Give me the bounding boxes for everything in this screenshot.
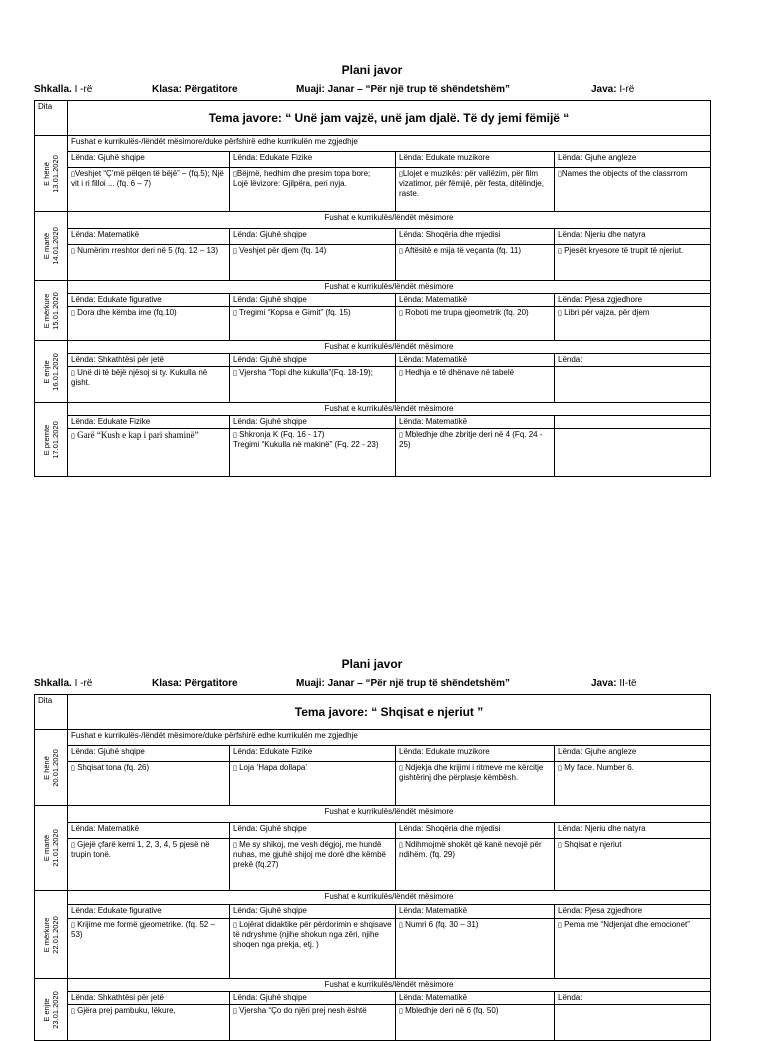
bullet-glyph: ▯ <box>71 764 75 772</box>
shkalla-value: I -rë <box>74 84 93 95</box>
bullet-glyph: ▯ <box>558 170 562 178</box>
day-name: E premte <box>42 424 51 455</box>
bullet-glyph: ▯ <box>399 431 403 439</box>
fushat-row: Fushat e kurrikulës/lëndët mësimore <box>68 806 711 823</box>
content-cell <box>68 245 230 281</box>
content-cell <box>396 307 555 341</box>
plan-table <box>34 100 711 477</box>
bullet-glyph: ▯ <box>399 764 403 772</box>
content-cell <box>68 839 230 891</box>
content-cell <box>555 919 711 979</box>
lenda-cell: Lënda: Gjuhe angleze <box>555 152 711 168</box>
day-row <box>35 403 711 416</box>
content-row <box>35 245 711 281</box>
content-row <box>35 1005 711 1041</box>
content-cell <box>230 919 396 979</box>
content-text: Numërim rreshtor deri në 5 (fq. 12 – 13) <box>77 246 219 255</box>
bullet-glyph: ▯ <box>233 431 237 439</box>
lenda-cell: Lënda: Gjuhë shqipe <box>230 822 396 839</box>
java <box>591 84 634 95</box>
bullet-glyph: ▯ <box>558 841 562 849</box>
content-cell <box>555 1005 711 1041</box>
content-text: Veshjet për djem (fq. 14) <box>239 246 327 255</box>
bullet-glyph: ▯ <box>399 247 403 255</box>
day-cell <box>35 212 68 281</box>
content-text: Vjersha “Topi dhe kukulla”(Fq. 18-19); <box>239 368 373 377</box>
lenda-cell: Lënda: Edukate figurative <box>68 294 230 307</box>
bullet-glyph: ▯ <box>71 432 75 440</box>
shkalla-value: I -rë <box>74 678 93 689</box>
day-date: 20.01.2020 <box>51 748 60 787</box>
content-cell <box>396 919 555 979</box>
header-row <box>35 101 711 136</box>
weekly-plan-1 <box>34 60 710 477</box>
bullet-glyph: ▯ <box>399 369 403 377</box>
content-text: Shqisat tona (fq. 26) <box>77 763 150 772</box>
tema-javore: Tema javore: “ Shqisat e njeriut ” <box>68 695 711 730</box>
day-row <box>35 136 711 152</box>
content-cell <box>68 367 230 403</box>
bullet-glyph: ▯ <box>558 764 562 772</box>
day-cell <box>35 730 68 806</box>
plan-meta <box>34 80 710 98</box>
day-row <box>35 281 711 294</box>
plan-meta <box>34 674 710 692</box>
lenda-cell: Lënda: Matematikë <box>396 294 555 307</box>
content-cell <box>396 1005 555 1041</box>
content-cell <box>230 429 396 477</box>
content-cell <box>396 839 555 891</box>
java <box>591 678 637 689</box>
content-cell <box>555 367 711 403</box>
content-cell <box>555 839 711 891</box>
lenda-row <box>35 992 711 1005</box>
klasa-value: Përgatitore <box>184 678 238 689</box>
content-text: Shkronja K (Fq. 16 - 17) Tregimi “Kukulla në makinë” (Fq. 22 - 23) <box>233 430 379 449</box>
content-text: Mbledhje deri në 6 (fq. 50) <box>405 1006 499 1015</box>
content-text: Bëjmë, hedhim dhe presim topa bore; Lojë lëvizore: Gjilpëra, peri nyja. <box>233 169 371 188</box>
day-name: E hënë <box>42 161 51 186</box>
content-text: Shqisat e njeriut <box>564 840 622 849</box>
java-label: Java: <box>591 678 617 689</box>
shkalla <box>34 678 92 689</box>
bullet-glyph: ▯ <box>399 841 403 849</box>
bullet-glyph: ▯ <box>233 369 237 377</box>
muaji <box>296 678 510 689</box>
day-name: E hënë <box>42 755 51 780</box>
bullet-glyph: ▯ <box>233 247 237 255</box>
lenda-cell: Lënda: Matematikë <box>68 228 230 245</box>
content-row <box>35 429 711 477</box>
day-cell <box>35 891 68 979</box>
lenda-cell: Lënda: Matematikë <box>396 416 555 429</box>
lenda-cell <box>555 416 711 429</box>
plan-table <box>34 694 711 1041</box>
lenda-cell: Lënda: Matematikë <box>68 822 230 839</box>
lenda-cell: Lënda: Gjuhë shqipe <box>230 992 396 1005</box>
content-text: Roboti me trupa gjeometrik (fq. 20) <box>405 308 529 317</box>
content-text: Loja ‘Hapa dollapa’ <box>239 763 308 772</box>
klasa-value: Përgatitore <box>184 84 238 95</box>
content-text: Veshjet “Ç’më pëlqen të bëjë” – (fq.5); Një vit i ri filloi ... (fq. 6 – 7) <box>71 169 224 188</box>
day-row <box>35 341 711 354</box>
content-cell <box>68 168 230 212</box>
content-cell <box>396 762 555 806</box>
content-text: My face. Number 6. <box>564 763 634 772</box>
bullet-glyph: ▯ <box>399 921 403 929</box>
bullet-glyph: ▯ <box>399 309 403 317</box>
content-cell <box>396 367 555 403</box>
day-cell <box>35 341 68 403</box>
lenda-cell: Lënda: Gjuhe angleze <box>555 746 711 762</box>
content-text: Tregimi “Kopsa e Gimit” (fq. 15) <box>238 308 351 317</box>
content-cell <box>396 429 555 477</box>
lenda-cell: Lënda: Matematikë <box>396 905 555 919</box>
day-cell <box>35 281 68 341</box>
lenda-cell: Lënda: Edukate Fizike <box>68 416 230 429</box>
muaji-label: Muaji: <box>296 678 325 689</box>
content-cell <box>68 1005 230 1041</box>
bullet-glyph: ▯ <box>71 841 75 849</box>
content-cell <box>230 762 396 806</box>
lenda-row <box>35 354 711 367</box>
day-date: 14.01.2020 <box>51 227 60 265</box>
content-text: Names the objects of the classrrom <box>561 169 688 178</box>
bullet-glyph: ▯ <box>71 921 75 929</box>
lenda-cell: Lënda: Njeriu dhe natyra <box>555 822 711 839</box>
lenda-cell: Lënda: Gjuhë shqipe <box>230 354 396 367</box>
day-date: 17.01.2020 <box>51 420 60 459</box>
day-row <box>35 979 711 992</box>
content-cell <box>68 307 230 341</box>
lenda-cell: Lënda: Shoqëria dhe mjedisi <box>396 228 555 245</box>
day-date: 15.01.2020 <box>51 291 60 330</box>
day-date: 13.01.2020 <box>51 154 60 193</box>
shkalla <box>34 84 92 95</box>
lenda-cell: Lënda: Edukate Fizike <box>230 746 396 762</box>
header-row <box>35 695 711 730</box>
fushat-row: Fushat e kurrikulës/lëndët mësimore <box>68 212 711 229</box>
content-row <box>35 839 711 891</box>
content-text: Libri për vajza, për djem <box>564 308 650 317</box>
content-cell <box>396 245 555 281</box>
shkalla-label: Shkalla. <box>34 84 72 95</box>
lenda-row <box>35 746 711 762</box>
lenda-cell: Lënda: Shkathtësi për jetë <box>68 992 230 1005</box>
bullet-glyph: ▯ <box>233 1007 237 1015</box>
lenda-cell: Lënda: Gjuhë shqipe <box>230 416 396 429</box>
day-date: 23.01.2020 <box>51 990 60 1029</box>
lenda-cell: Lënda: Gjuhë shqipe <box>68 746 230 762</box>
lenda-cell: Lënda: Matematikë <box>396 354 555 367</box>
content-cell <box>555 168 711 212</box>
lenda-row <box>35 152 711 168</box>
content-cell <box>555 307 711 341</box>
lenda-cell: Lënda: Gjuhë shqipe <box>68 152 230 168</box>
day-cell <box>35 979 68 1041</box>
content-text: Aftësitë e mija të veçanta (fq. 11) <box>404 246 521 255</box>
fushat-row: Fushat e kurrikulës-/lëndët mësimore/duke përfshirë edhe kurrikulën me zgjedhje <box>68 730 711 746</box>
content-text: Dora dhe këmba ime (fq.10) <box>77 308 177 317</box>
content-text: Garë “Kush e kap i pari shaminë” <box>77 430 199 440</box>
content-text: Gjejë çfarë kemi 1, 2, 3, 4, 5 pjesë në trupin tonë. <box>71 840 210 859</box>
day-date: 21.01.2020 <box>51 829 60 867</box>
dita-label: Dita <box>35 101 68 136</box>
content-text: Vjersha “Ço do njëri prej nesh është <box>239 1006 367 1015</box>
lenda-cell: Lënda: Shkathtësi për jetë <box>68 354 230 367</box>
lenda-row <box>35 228 711 245</box>
java-value: I-rë <box>619 84 635 95</box>
content-text: Krijime me formë gjeometrike. (fq. 52 – 53) <box>71 920 215 939</box>
day-name: E mërkure <box>42 293 51 328</box>
lenda-cell: Lënda: Pjesa zgjedhore <box>555 294 711 307</box>
fushat-row: Fushat e kurrikulës/lëndët mësimore <box>68 341 711 354</box>
day-date: 22.01.2020 <box>51 915 60 954</box>
fushat-row: Fushat e kurrikulës/lëndët mësimore <box>68 979 711 992</box>
lenda-cell: Lënda: Edukate muzikore <box>396 746 555 762</box>
lenda-cell: Lënda: Edukate Fizike <box>230 152 396 168</box>
content-text: Me sy shikoj, me vesh dëgjoj, me hundë nuhas, me gjuhë shijoj me dorë dhe këmbë prekë (fq.27) <box>233 840 386 869</box>
content-text: Ndjekja dhe krijimi i ritmeve me kërcitje gishtërinj dhe përplasje këmbësh. <box>399 763 544 782</box>
content-text: Lojërat didaktike për përdorimin e shqisave të ndryshme (njihe shokun nga zëri, njihe shoqen nga prekja, etj. ) <box>233 920 392 949</box>
lenda-cell: Lënda: Pjesa zgjedhore <box>555 905 711 919</box>
lenda-cell: Lënda: <box>555 992 711 1005</box>
lenda-cell: Lënda: <box>555 354 711 367</box>
day-name: E enjte <box>42 359 51 384</box>
content-text: Pjesët kryesore të trupit të njeriut. <box>564 246 684 255</box>
day-name: E enjte <box>42 997 51 1022</box>
java-value: II-të <box>619 678 637 689</box>
java-label: Java: <box>591 84 617 95</box>
day-date: 16.01.2020 <box>51 352 60 391</box>
bullet-glyph: ▯ <box>233 764 237 772</box>
lenda-row <box>35 822 711 839</box>
content-row <box>35 919 711 979</box>
bullet-glyph: ▯ <box>71 369 75 377</box>
day-cell <box>35 403 68 477</box>
fushat-row: Fushat e kurrikulës/lëndët mësimore <box>68 403 711 416</box>
bullet-glyph: ▯ <box>233 170 237 178</box>
lenda-row <box>35 905 711 919</box>
lenda-cell: Lënda: Gjuhë shqipe <box>230 294 396 307</box>
content-cell <box>68 762 230 806</box>
content-cell <box>230 367 396 403</box>
bullet-glyph: ▯ <box>233 921 237 929</box>
lenda-row <box>35 294 711 307</box>
content-text: Mbledhje dhe zbritje deri në 4 (Fq. 24 - 25) <box>399 430 543 449</box>
fushat-row: Fushat e kurrikulës-/lëndët mësimore/duke përfshirë edhe kurrikulën me zgjedhje <box>68 136 711 152</box>
lenda-cell: Lënda: Shoqëria dhe mjedisi <box>396 822 555 839</box>
content-text: Hedhja e të dhënave në tabelë <box>405 368 515 377</box>
content-cell <box>230 839 396 891</box>
fushat-row: Fushat e kurrikulës/lëndët mësimore <box>68 891 711 905</box>
content-row <box>35 367 711 403</box>
lenda-cell: Lënda: Njeriu dhe natyra <box>555 228 711 245</box>
bullet-glyph: ▯ <box>71 247 75 255</box>
muaji-theme: – “Për një trup të shëndetshëm” <box>357 678 510 689</box>
klasa <box>152 84 238 95</box>
day-name: E martë <box>42 834 51 862</box>
muaji-value: Janar <box>327 678 355 689</box>
klasa-label: Klasa: <box>152 84 183 95</box>
content-text: Ndihmojmë shokët që kanë nevojë për ndihëm. (fq. 29) <box>399 840 542 859</box>
klasa-label: Klasa: <box>152 678 183 689</box>
bullet-glyph: ▯ <box>71 309 75 317</box>
content-cell <box>230 168 396 212</box>
shkalla-label: Shkalla. <box>34 678 72 689</box>
bullet-glyph: ▯ <box>71 1007 75 1015</box>
content-cell <box>230 307 396 341</box>
bullet-glyph: ▯ <box>558 309 562 317</box>
day-name: E mërkure <box>42 917 51 952</box>
day-cell <box>35 136 68 212</box>
plan-title: Plani javor <box>341 657 403 671</box>
content-cell <box>555 762 711 806</box>
content-row <box>35 168 711 212</box>
bullet-glyph: ▯ <box>233 841 237 849</box>
lenda-row <box>35 416 711 429</box>
dita-label: Dita <box>35 695 68 730</box>
content-row <box>35 762 711 806</box>
weekly-plan-2 <box>34 654 710 1041</box>
bullet-glyph: ▯ <box>399 1007 403 1015</box>
content-cell <box>68 919 230 979</box>
lenda-cell: Lënda: Gjuhë shqipe <box>230 905 396 919</box>
bullet-glyph: ▯ <box>399 170 403 178</box>
day-name: E martë <box>42 232 51 260</box>
content-cell <box>555 245 711 281</box>
bullet-glyph: ▯ <box>233 309 237 317</box>
content-row <box>35 307 711 341</box>
day-row <box>35 730 711 746</box>
day-cell <box>35 806 68 891</box>
day-row <box>35 212 711 229</box>
lenda-cell: Lënda: Edukate muzikore <box>396 152 555 168</box>
muaji-value: Janar <box>327 84 355 95</box>
day-row <box>35 806 711 823</box>
plan-title: Plani javor <box>341 63 403 77</box>
content-text: Pema me “Ndjenjat dhe emocionet” <box>564 920 690 929</box>
muaji-label: Muaji: <box>296 84 325 95</box>
klasa <box>152 678 238 689</box>
content-cell <box>68 429 230 477</box>
muaji <box>296 84 510 95</box>
bullet-glyph: ▯ <box>558 921 562 929</box>
bullet-glyph: ▯ <box>71 170 75 178</box>
day-row <box>35 891 711 905</box>
tema-javore: Tema javore: “ Unë jam vajzë, unë jam djalë. Të dy jemi fëmijë “ <box>68 101 711 136</box>
content-cell <box>555 429 711 477</box>
lenda-cell: Lënda: Matematikë <box>396 992 555 1005</box>
content-text: Unë di të bëjë njësoj si ty. Kukulla në gisht. <box>71 368 208 387</box>
content-cell <box>230 1005 396 1041</box>
lenda-cell: Lënda: Gjuhë shqipe <box>230 228 396 245</box>
lenda-cell: Lënda: Edukate figurative <box>68 905 230 919</box>
content-text: Llojet e muzikës: për vallëzim, për film vizatimor, për fëmijë, për festa, ditëlindje, raste. <box>399 169 544 198</box>
bullet-glyph: ▯ <box>558 247 562 255</box>
content-cell <box>230 245 396 281</box>
content-text: Numri 6 (fq. 30 – 31) <box>405 920 479 929</box>
fushat-row: Fushat e kurrikulës/lëndët mësimore <box>68 281 711 294</box>
muaji-theme: – “Për një trup të shëndetshëm” <box>357 84 510 95</box>
content-cell <box>396 168 555 212</box>
content-text: Gjëra prej pambuku, lëkure, <box>77 1006 176 1015</box>
